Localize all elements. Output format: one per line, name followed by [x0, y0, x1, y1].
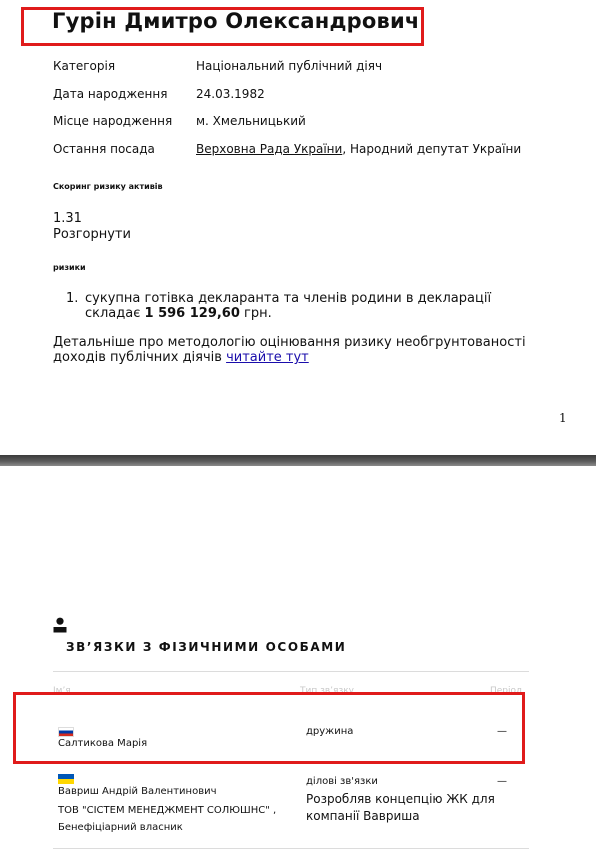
birthdate-label: Дата народження: [53, 87, 168, 101]
position-title: , Народний депутат України: [342, 142, 522, 156]
connection-period: —: [497, 726, 507, 737]
connection-company: ТОВ "СІСТЕМ МЕНЕДЖМЕНТ СОЛЮШНС" ,: [58, 805, 277, 816]
birthplace-label: Місце народження: [53, 114, 173, 128]
birthdate-value: 24.03.1982: [196, 87, 265, 101]
category-label: Категорія: [53, 59, 116, 73]
column-header-name: Ім’я: [53, 686, 71, 696]
page-break: [0, 455, 596, 466]
position-value: [196, 142, 521, 156]
connection-name[interactable]: Вавриш Андрій Валентинович: [58, 786, 217, 797]
connection-type: дружина: [306, 726, 354, 737]
russia-flag-icon: [58, 727, 74, 737]
risk-amount: 1 596 129,60: [144, 306, 240, 321]
position-label: Остання посада: [53, 142, 155, 156]
risk-score-value: 1.31: [53, 211, 82, 226]
methodology-note: Детальніше про методологію оцінювання ризику необгрунтованості доходів публічних діячів читайте тут: [53, 335, 526, 365]
methodology-link[interactable]: читайте тут: [226, 350, 309, 365]
position-organization-link[interactable]: Верховна Рада України: [196, 142, 343, 156]
column-header-period: Період: [490, 686, 523, 696]
ukraine-flag-icon: [58, 774, 74, 784]
connection-description-line2: компанії Вавриша: [306, 809, 420, 823]
page-number: 1: [559, 411, 567, 425]
connection-type: ділові зв'язки: [306, 776, 378, 787]
risks-heading: ризики: [53, 263, 86, 272]
connection-period: —: [497, 776, 507, 787]
table-divider: [53, 671, 529, 672]
connection-name[interactable]: Салтикова Марія: [58, 738, 148, 749]
risk-item-number: 1.: [66, 291, 79, 306]
person-icon: [53, 617, 67, 633]
category-value: Національний публічний діяч: [196, 59, 383, 73]
person-name: Гурін Дмитро Олександрович: [52, 9, 420, 33]
connection-description-line1: Розробляв концепцію ЖК для: [306, 792, 495, 806]
risk-item-text: сукупна готівка декларанта та членів родини в декларації складає 1 596 129,60 грн.: [85, 291, 492, 321]
expand-button[interactable]: Розгорнути: [53, 227, 131, 242]
scoring-heading: Скоринг ризику активів: [53, 182, 163, 191]
highlight-box-name: [21, 7, 424, 46]
scoring-block: [53, 211, 131, 243]
connection-role: Бенефіціарний власник: [58, 822, 183, 833]
column-header-type: Тип зв’язку: [300, 686, 355, 696]
connections-title: ЗВ’ЯЗКИ З ФІЗИЧНИМИ ОСОБАМИ: [66, 640, 347, 654]
row-divider: [53, 848, 529, 849]
highlight-box-spouse: [13, 692, 525, 764]
birthplace-value: м. Хмельницький: [196, 114, 306, 128]
